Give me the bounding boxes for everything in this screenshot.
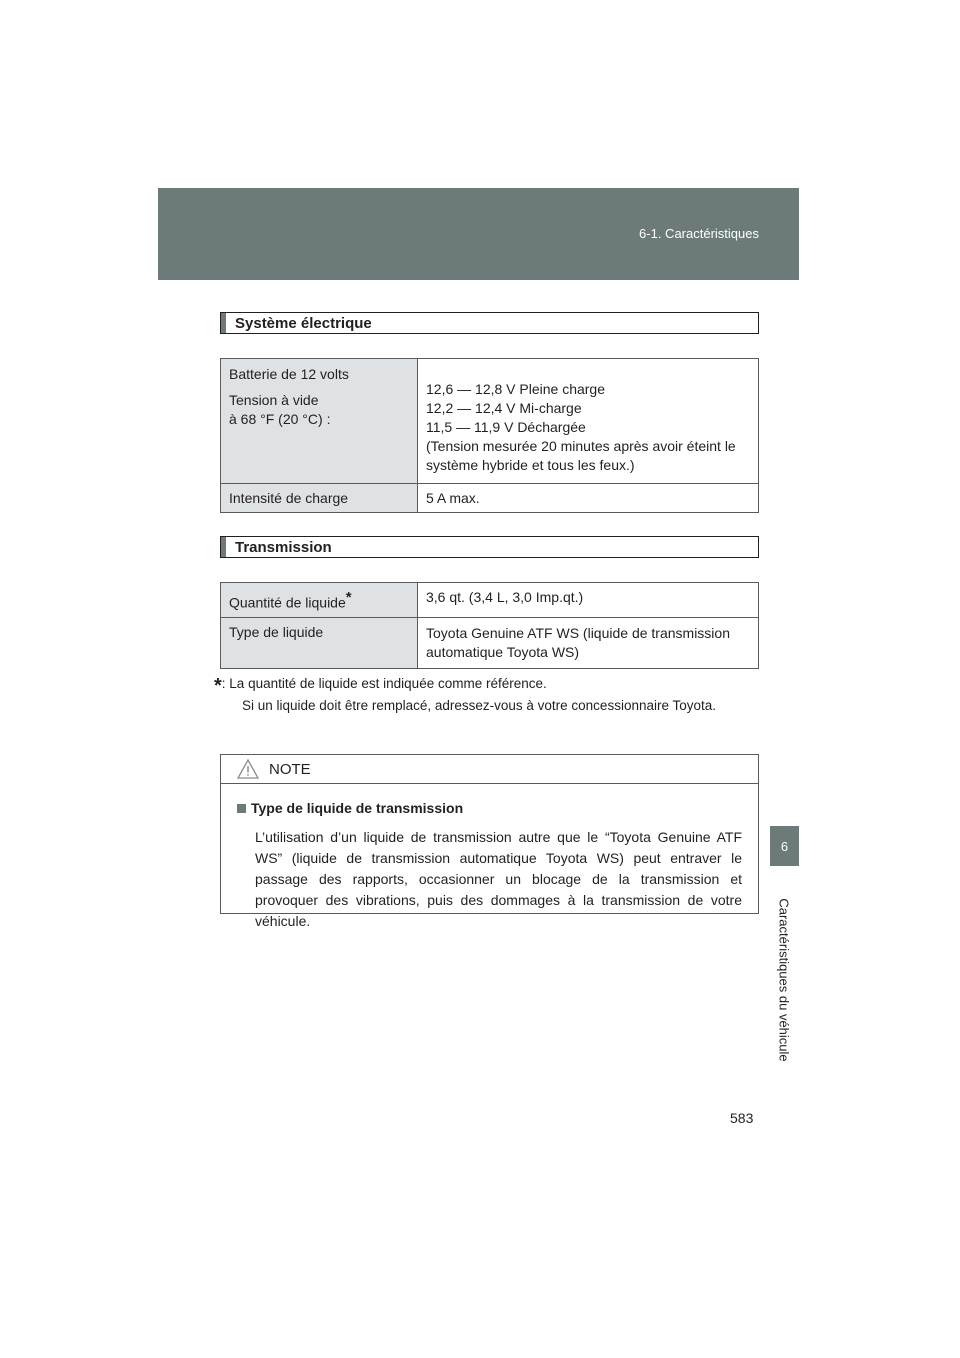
- electrical-spec-table: [220, 358, 759, 513]
- heading-accent-bar: [221, 313, 226, 333]
- charge-label: Intensité de charge: [221, 484, 418, 513]
- note-heading: NOTE: [269, 760, 311, 778]
- table-row: [221, 583, 759, 618]
- chapter-tab-number: 6: [770, 826, 799, 866]
- fluid-quantity-value: 3,6 qt. (3,4 L, 3,0 Imp.qt.): [418, 583, 759, 618]
- note-header: [221, 755, 758, 784]
- voltage-label: Tension à vide: [229, 392, 319, 408]
- fluid-quantity-label-cell: [221, 583, 418, 618]
- voltage-full: 12,6 — 12,8 V Pleine charge: [426, 381, 606, 397]
- electrical-section-title: Système électrique: [235, 314, 372, 332]
- square-bullet-icon: [237, 804, 246, 813]
- voltage-discharged: 11,5 — 11,9 V Déchargée: [426, 419, 586, 435]
- temperature-label: à 68 °F (20 °C) :: [229, 411, 331, 427]
- note-body: [221, 784, 758, 932]
- fluid-type-label: Type de liquide: [221, 617, 418, 668]
- chapter-side-label-text: Caractéristiques du véhicule: [776, 898, 792, 1062]
- note-subheading: Type de liquide de transmission: [251, 800, 464, 816]
- transmission-section-title: Transmission: [235, 538, 332, 556]
- heading-accent-bar: [221, 537, 226, 557]
- fluid-quantity-label: Quantité de liquide: [229, 594, 346, 611]
- table-row: [221, 617, 759, 668]
- chapter-header: [158, 188, 799, 280]
- battery-label: Batterie de 12 volts: [229, 366, 349, 382]
- section-title: 6-1. Caractéristiques: [639, 226, 759, 241]
- voltage-note: (Tension mesurée 20 minutes après avoir éteint le système hybride et tous les feux.): [426, 438, 736, 473]
- footnote-line-1: : La quantité de liquide est indiquée comme référence.: [221, 676, 547, 691]
- table-row: [221, 484, 759, 513]
- footnote-star: *: [345, 589, 352, 606]
- fluid-type-value: Toyota Genuine ATF WS (liquide de transmission automatique Toyota WS): [418, 617, 759, 668]
- warning-triangle-icon: [237, 759, 259, 779]
- footnote-star: *: [214, 675, 222, 697]
- note-text: L’utilisation d’un liquide de transmission autre que le “Toyota Genuine ATF WS” (liquide de transmission automatique Toyota WS) peut entraver le passage des rapports, occasionner un blocage de la transmission et provoquer des vibrations, puis des dommages à la transmission de votre véhicule.: [255, 829, 742, 929]
- note-subheading-row: [237, 798, 742, 819]
- charge-value: 5 A max.: [418, 484, 759, 513]
- footnote: [214, 674, 754, 715]
- note-box: [220, 754, 759, 929]
- voltage-half: 12,2 — 12,4 V Mi-charge: [426, 400, 582, 416]
- transmission-section-heading: [220, 536, 759, 558]
- table-row: [221, 359, 759, 484]
- electrical-section-heading: [220, 312, 759, 334]
- battery-label-cell: [221, 359, 418, 484]
- transmission-spec-table: [220, 582, 759, 669]
- page-number: 583: [730, 1110, 754, 1126]
- battery-values-cell: [418, 359, 759, 484]
- footnote-line-2: Si un liquide doit être remplacé, adressez-vous à votre concessionnaire Toyota.: [242, 698, 717, 713]
